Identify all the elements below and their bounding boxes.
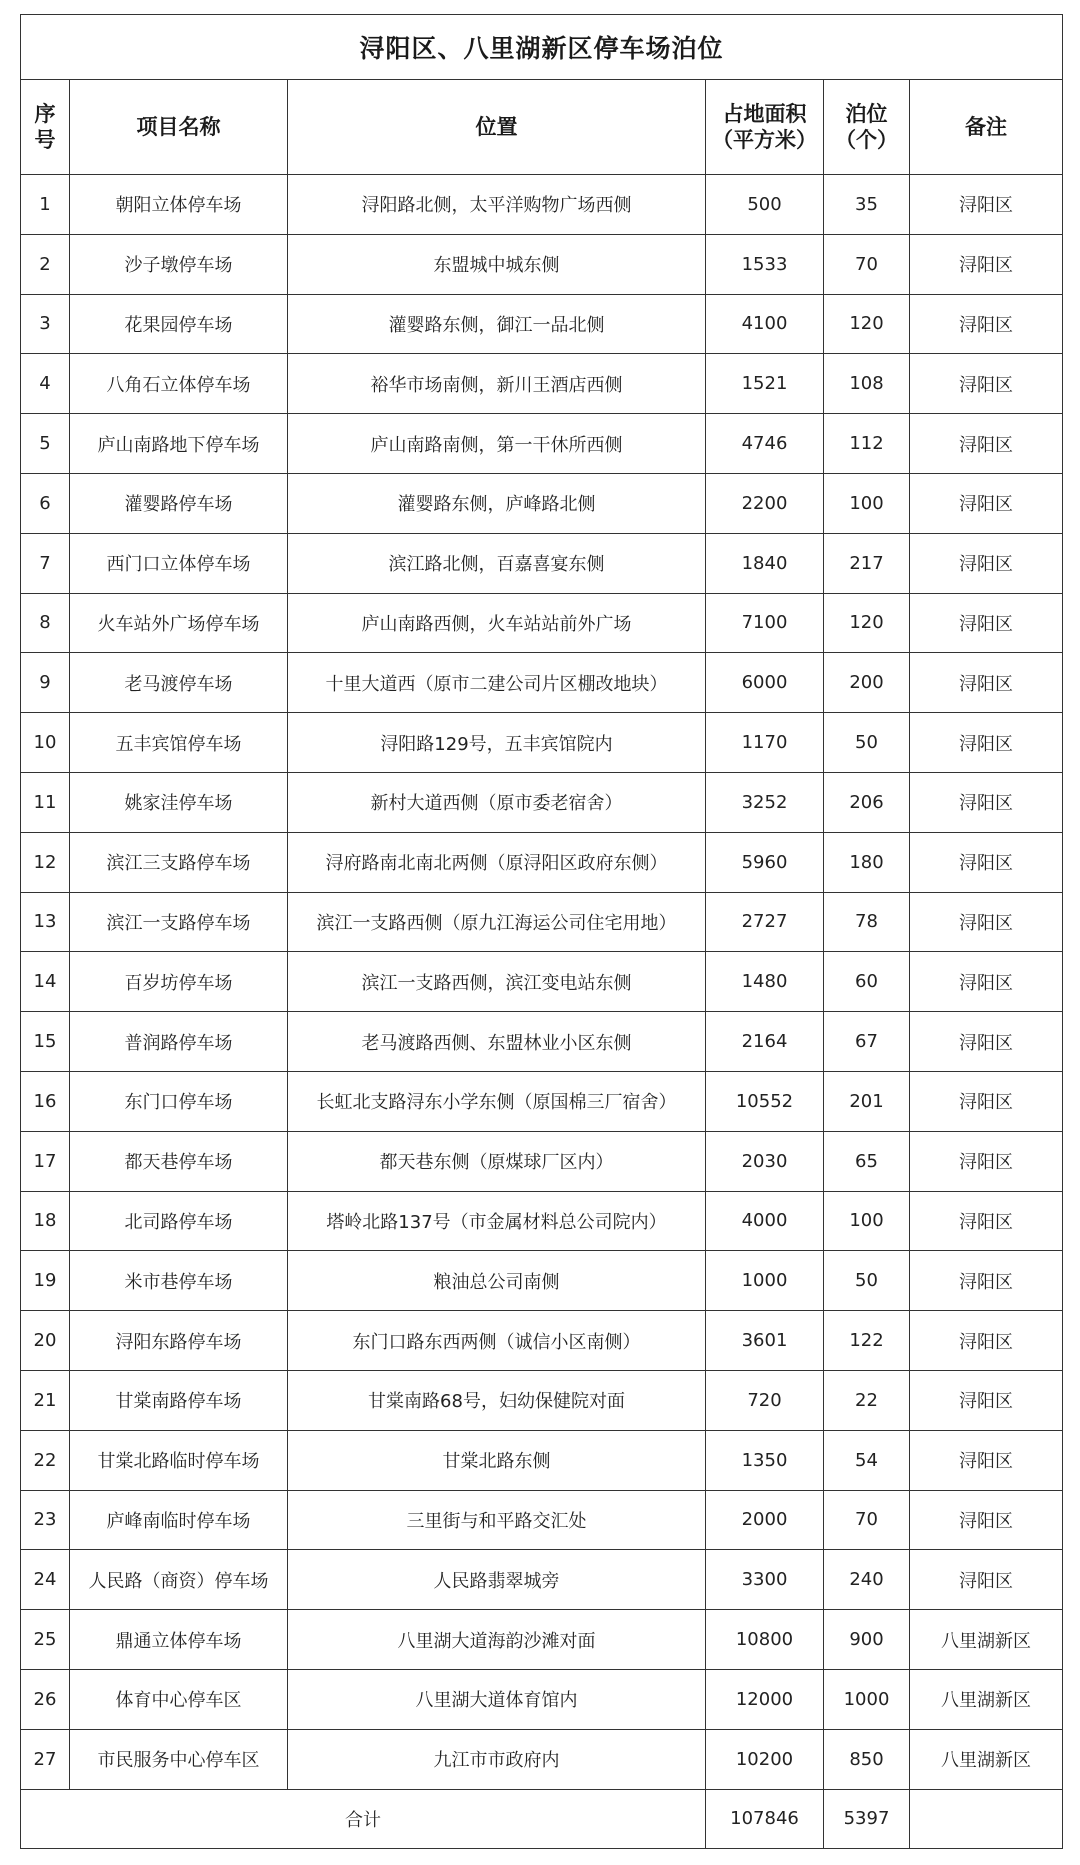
cell-spots: 122 <box>824 1311 910 1371</box>
table-row <box>21 234 1063 294</box>
table-row <box>21 294 1063 354</box>
cell-location: 九江市市政府内 <box>288 1729 706 1789</box>
table-row <box>21 713 1063 773</box>
cell-area: 7100 <box>706 593 824 653</box>
table-row <box>21 1311 1063 1371</box>
cell-no: 18 <box>21 1191 70 1251</box>
cell-no: 11 <box>21 772 70 832</box>
cell-location: 新村大道西侧（原市委老宿舍） <box>288 772 706 832</box>
cell-spots: 120 <box>824 593 910 653</box>
cell-note: 浔阳区 <box>910 593 1063 653</box>
cell-area: 500 <box>706 175 824 235</box>
cell-note: 浔阳区 <box>910 414 1063 474</box>
cell-no: 12 <box>21 832 70 892</box>
cell-name: 滨江一支路停车场 <box>70 892 288 952</box>
cell-location: 裕华市场南侧，新川王酒店西侧 <box>288 354 706 414</box>
total-label: 合计 <box>21 1789 706 1848</box>
header-spots <box>824 80 910 175</box>
cell-name: 北司路停车场 <box>70 1191 288 1251</box>
cell-spots: 112 <box>824 414 910 474</box>
header-spots-line1: 泊位 <box>845 102 888 126</box>
cell-location: 老马渡路西侧、东盟林业小区东侧 <box>288 1012 706 1072</box>
cell-location: 十里大道西（原市二建公司片区棚改地块） <box>288 653 706 713</box>
cell-area: 1170 <box>706 713 824 773</box>
cell-no: 15 <box>21 1012 70 1072</box>
cell-location: 人民路翡翠城旁 <box>288 1550 706 1610</box>
cell-spots: 100 <box>824 473 910 533</box>
cell-location: 八里湖大道体育馆内 <box>288 1669 706 1729</box>
cell-spots: 108 <box>824 354 910 414</box>
cell-name: 朝阳立体停车场 <box>70 175 288 235</box>
cell-spots: 50 <box>824 713 910 773</box>
cell-area: 4000 <box>706 1191 824 1251</box>
cell-note: 浔阳区 <box>910 1251 1063 1311</box>
cell-note: 浔阳区 <box>910 294 1063 354</box>
cell-name: 八角石立体停车场 <box>70 354 288 414</box>
cell-no: 19 <box>21 1251 70 1311</box>
cell-location: 八里湖大道海韵沙滩对面 <box>288 1610 706 1670</box>
cell-location: 都天巷东侧（原煤球厂区内） <box>288 1131 706 1191</box>
cell-note: 浔阳区 <box>910 1071 1063 1131</box>
cell-area: 2164 <box>706 1012 824 1072</box>
cell-area: 10200 <box>706 1729 824 1789</box>
cell-area: 2030 <box>706 1131 824 1191</box>
cell-name: 浔阳东路停车场 <box>70 1311 288 1371</box>
cell-no: 1 <box>21 175 70 235</box>
cell-spots: 240 <box>824 1550 910 1610</box>
cell-note: 浔阳区 <box>910 952 1063 1012</box>
cell-note: 浔阳区 <box>910 175 1063 235</box>
cell-name: 火车站外广场停车场 <box>70 593 288 653</box>
cell-no: 21 <box>21 1370 70 1430</box>
cell-no: 7 <box>21 533 70 593</box>
cell-note: 浔阳区 <box>910 1490 1063 1550</box>
cell-name: 滨江三支路停车场 <box>70 832 288 892</box>
table-row <box>21 473 1063 533</box>
cell-area: 1840 <box>706 533 824 593</box>
cell-area: 3601 <box>706 1311 824 1371</box>
cell-area: 10552 <box>706 1071 824 1131</box>
cell-spots: 78 <box>824 892 910 952</box>
total-row <box>21 1789 1063 1848</box>
cell-name: 灌婴路停车场 <box>70 473 288 533</box>
cell-area: 1000 <box>706 1251 824 1311</box>
cell-area: 720 <box>706 1370 824 1430</box>
cell-note: 浔阳区 <box>910 653 1063 713</box>
cell-name: 甘棠北路临时停车场 <box>70 1430 288 1490</box>
table-row <box>21 1370 1063 1430</box>
cell-spots: 100 <box>824 1191 910 1251</box>
cell-no: 8 <box>21 593 70 653</box>
table-row <box>21 1071 1063 1131</box>
table-row <box>21 952 1063 1012</box>
cell-area: 4746 <box>706 414 824 474</box>
cell-name: 花果园停车场 <box>70 294 288 354</box>
cell-note: 浔阳区 <box>910 772 1063 832</box>
cell-spots: 120 <box>824 294 910 354</box>
header-row <box>21 80 1063 175</box>
cell-spots: 900 <box>824 1610 910 1670</box>
cell-note: 浔阳区 <box>910 234 1063 294</box>
cell-note: 八里湖新区 <box>910 1729 1063 1789</box>
cell-location: 东门口路东西两侧（诚信小区南侧） <box>288 1311 706 1371</box>
cell-area: 4100 <box>706 294 824 354</box>
total-spots: 5397 <box>824 1789 910 1848</box>
table-row <box>21 1729 1063 1789</box>
cell-no: 23 <box>21 1490 70 1550</box>
cell-no: 14 <box>21 952 70 1012</box>
header-location: 位置 <box>288 80 706 175</box>
cell-no: 9 <box>21 653 70 713</box>
cell-note: 浔阳区 <box>910 1370 1063 1430</box>
cell-spots: 206 <box>824 772 910 832</box>
cell-location: 粮油总公司南侧 <box>288 1251 706 1311</box>
cell-note: 浔阳区 <box>910 1131 1063 1191</box>
header-area-line1: 占地面积 <box>722 102 807 126</box>
cell-spots: 35 <box>824 175 910 235</box>
table-row <box>21 1131 1063 1191</box>
cell-name: 庐峰南临时停车场 <box>70 1490 288 1550</box>
cell-no: 17 <box>21 1131 70 1191</box>
cell-location: 滨江一支路西侧，滨江变电站东侧 <box>288 952 706 1012</box>
cell-no: 13 <box>21 892 70 952</box>
header-no <box>21 80 70 175</box>
cell-spots: 200 <box>824 653 910 713</box>
table-row <box>21 1191 1063 1251</box>
cell-area: 3300 <box>706 1550 824 1610</box>
parking-table <box>20 14 1063 1849</box>
cell-no: 4 <box>21 354 70 414</box>
cell-spots: 70 <box>824 1490 910 1550</box>
cell-location: 滨江路北侧，百嘉喜宴东侧 <box>288 533 706 593</box>
cell-area: 1533 <box>706 234 824 294</box>
cell-note: 浔阳区 <box>910 354 1063 414</box>
table-row <box>21 1430 1063 1490</box>
cell-location: 东盟城中城东侧 <box>288 234 706 294</box>
cell-note: 浔阳区 <box>910 1550 1063 1610</box>
cell-spots: 217 <box>824 533 910 593</box>
cell-area: 5960 <box>706 832 824 892</box>
cell-spots: 22 <box>824 1370 910 1430</box>
cell-no: 24 <box>21 1550 70 1610</box>
cell-spots: 850 <box>824 1729 910 1789</box>
cell-name: 西门口立体停车场 <box>70 533 288 593</box>
cell-area: 12000 <box>706 1669 824 1729</box>
cell-note: 浔阳区 <box>910 713 1063 773</box>
cell-note: 八里湖新区 <box>910 1610 1063 1670</box>
table-row <box>21 1490 1063 1550</box>
cell-name: 鼎通立体停车场 <box>70 1610 288 1670</box>
cell-name: 人民路（商资）停车场 <box>70 1550 288 1610</box>
table-row <box>21 832 1063 892</box>
table-row <box>21 1251 1063 1311</box>
cell-area: 2200 <box>706 473 824 533</box>
cell-spots: 70 <box>824 234 910 294</box>
cell-note: 浔阳区 <box>910 832 1063 892</box>
cell-area: 2000 <box>706 1490 824 1550</box>
cell-location: 塔岭北路137号（市金属材料总公司院内） <box>288 1191 706 1251</box>
cell-spots: 60 <box>824 952 910 1012</box>
cell-spots: 180 <box>824 832 910 892</box>
cell-no: 10 <box>21 713 70 773</box>
cell-no: 26 <box>21 1669 70 1729</box>
cell-name: 市民服务中心停车区 <box>70 1729 288 1789</box>
cell-name: 老马渡停车场 <box>70 653 288 713</box>
cell-name: 姚家洼停车场 <box>70 772 288 832</box>
table-title: 浔阳区、八里湖新区停车场泊位 <box>21 15 1063 80</box>
cell-location: 甘棠南路68号，妇幼保健院对面 <box>288 1370 706 1430</box>
cell-name: 都天巷停车场 <box>70 1131 288 1191</box>
cell-spots: 54 <box>824 1430 910 1490</box>
cell-location: 浔府路南北南北两侧（原浔阳区政府东侧） <box>288 832 706 892</box>
cell-area: 1521 <box>706 354 824 414</box>
header-name: 项目名称 <box>70 80 288 175</box>
cell-location: 浔阳路北侧，太平洋购物广场西侧 <box>288 175 706 235</box>
cell-name: 五丰宾馆停车场 <box>70 713 288 773</box>
header-note: 备注 <box>910 80 1063 175</box>
table-row <box>21 1669 1063 1729</box>
title-row <box>21 15 1063 80</box>
cell-location: 庐山南路南侧，第一干休所西侧 <box>288 414 706 474</box>
cell-location: 灌婴路东侧，庐峰路北侧 <box>288 473 706 533</box>
table-row <box>21 593 1063 653</box>
table-row <box>21 772 1063 832</box>
header-area-line2: （平方米） <box>712 128 817 152</box>
cell-name: 沙子墩停车场 <box>70 234 288 294</box>
table-row <box>21 414 1063 474</box>
cell-location: 庐山南路西侧，火车站站前外广场 <box>288 593 706 653</box>
cell-location: 甘棠北路东侧 <box>288 1430 706 1490</box>
cell-no: 16 <box>21 1071 70 1131</box>
cell-note: 浔阳区 <box>910 1012 1063 1072</box>
cell-spots: 50 <box>824 1251 910 1311</box>
table-row <box>21 354 1063 414</box>
total-area: 107846 <box>706 1789 824 1848</box>
cell-name: 百岁坊停车场 <box>70 952 288 1012</box>
cell-name: 普润路停车场 <box>70 1012 288 1072</box>
cell-note: 浔阳区 <box>910 1311 1063 1371</box>
cell-name: 东门口停车场 <box>70 1071 288 1131</box>
cell-name: 米市巷停车场 <box>70 1251 288 1311</box>
cell-location: 滨江一支路西侧（原九江海运公司住宅用地） <box>288 892 706 952</box>
table-row <box>21 1012 1063 1072</box>
header-spots-line2: （个） <box>835 128 898 152</box>
header-area <box>706 80 824 175</box>
cell-note: 浔阳区 <box>910 473 1063 533</box>
cell-no: 6 <box>21 473 70 533</box>
cell-no: 27 <box>21 1729 70 1789</box>
cell-no: 5 <box>21 414 70 474</box>
cell-spots: 67 <box>824 1012 910 1072</box>
parking-table-sheet <box>20 14 1062 1849</box>
cell-spots: 201 <box>824 1071 910 1131</box>
cell-spots: 1000 <box>824 1669 910 1729</box>
cell-no: 2 <box>21 234 70 294</box>
header-no-label: 序号 <box>34 102 56 152</box>
cell-name: 庐山南路地下停车场 <box>70 414 288 474</box>
cell-no: 22 <box>21 1430 70 1490</box>
table-row <box>21 1610 1063 1670</box>
cell-note: 浔阳区 <box>910 533 1063 593</box>
table-row <box>21 653 1063 713</box>
cell-location: 长虹北支路浔东小学东侧（原国棉三厂宿舍） <box>288 1071 706 1131</box>
cell-area: 2727 <box>706 892 824 952</box>
cell-note: 浔阳区 <box>910 892 1063 952</box>
cell-no: 20 <box>21 1311 70 1371</box>
cell-area: 1350 <box>706 1430 824 1490</box>
table-row <box>21 892 1063 952</box>
table-row <box>21 175 1063 235</box>
cell-area: 1480 <box>706 952 824 1012</box>
cell-note: 浔阳区 <box>910 1430 1063 1490</box>
cell-location: 浔阳路129号，五丰宾馆院内 <box>288 713 706 773</box>
cell-area: 3252 <box>706 772 824 832</box>
cell-area: 6000 <box>706 653 824 713</box>
cell-spots: 65 <box>824 1131 910 1191</box>
cell-area: 10800 <box>706 1610 824 1670</box>
cell-no: 3 <box>21 294 70 354</box>
cell-location: 三里街与和平路交汇处 <box>288 1490 706 1550</box>
cell-name: 甘棠南路停车场 <box>70 1370 288 1430</box>
total-note <box>910 1789 1063 1848</box>
table-row <box>21 1550 1063 1610</box>
cell-note: 八里湖新区 <box>910 1669 1063 1729</box>
cell-no: 25 <box>21 1610 70 1670</box>
cell-note: 浔阳区 <box>910 1191 1063 1251</box>
cell-name: 体育中心停车区 <box>70 1669 288 1729</box>
table-row <box>21 533 1063 593</box>
cell-location: 灌婴路东侧，御江一品北侧 <box>288 294 706 354</box>
